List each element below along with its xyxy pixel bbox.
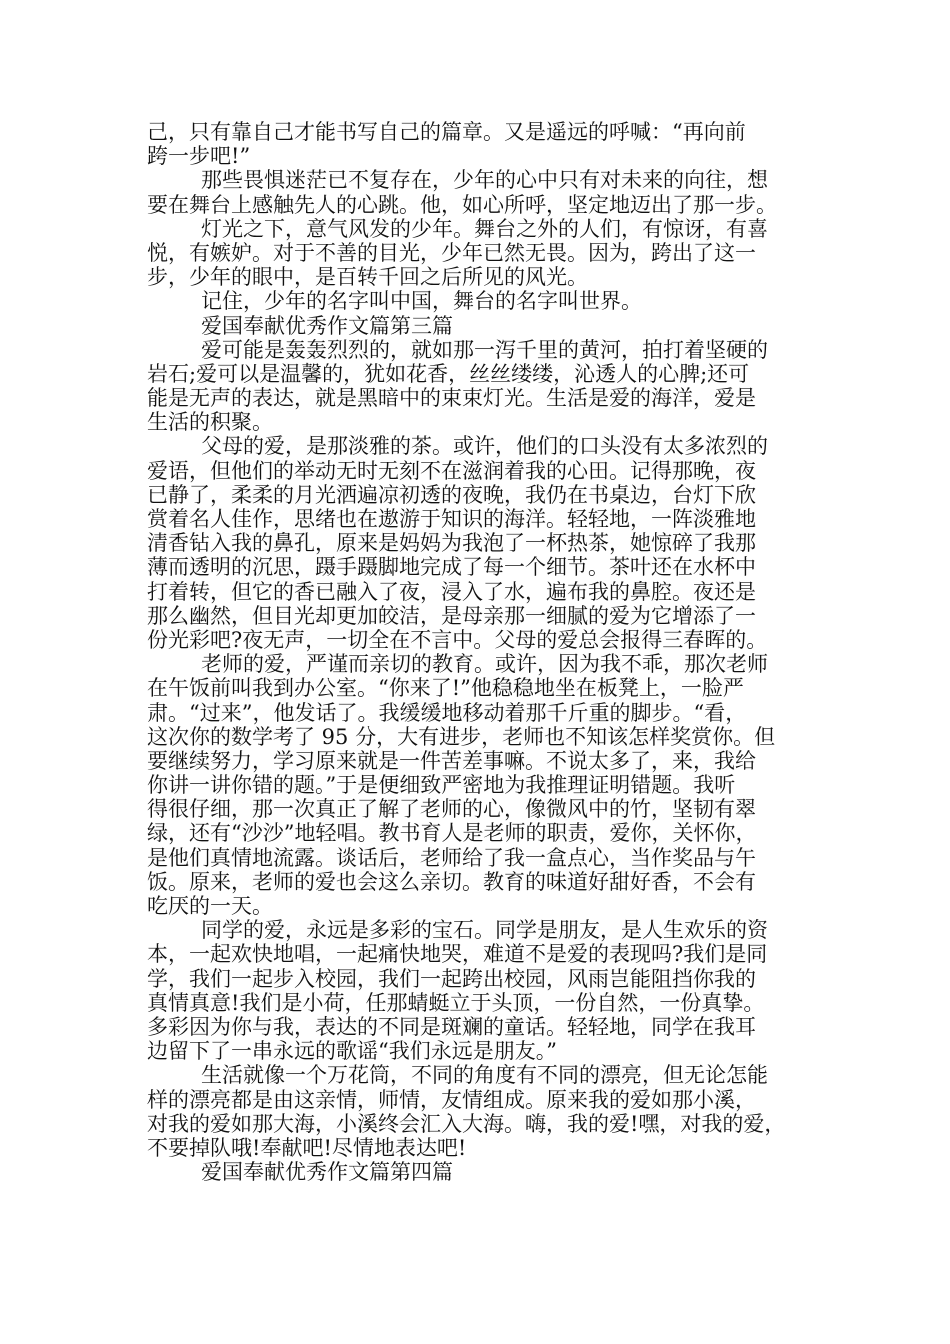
text-line: 薄而透明的沉思，蹑手蹑脚地完成了每一个细节。茶叶还在水杯中: [147, 555, 756, 580]
text-line: 肃。“过来”，他发话了。我缓缓地移动着那千斤重的脚步。“看，: [147, 700, 747, 725]
paragraph-first-line: 父母的爱，是那淡雅的茶。或许，他们的口头没有太多浓烈的: [201, 434, 768, 459]
text-line: 学，我们一起步入校园，我们一起跨出校园，风雨岂能阻挡你我的: [147, 966, 756, 991]
text-line: 赏着名人佳作，思绪也在遨游于知识的海洋。轻轻地，一阵淡雅地: [147, 507, 756, 531]
text-line: 跨一步吧!”: [147, 144, 251, 169]
text-line: 生活的积聚。: [147, 410, 273, 435]
paragraph-first-line: 爱国奉献优秀作文篇第四篇: [201, 1160, 453, 1185]
text-line: 样的漂亮都是由这亲情，师情，友情组成。原来我的爱如那小溪，: [147, 1087, 756, 1112]
text-line: 你讲一讲你错的题。”于是便细致严密地为我推理证明错题。我听: [147, 773, 736, 798]
text-line: 已静了，柔柔的月光洒遍凉初透的夜晚，我仍在书桌边，台灯下欣: [147, 482, 756, 507]
text-line: 步，少年的眼中，是百转千回之后所见的风光。: [147, 265, 588, 290]
paragraph-first-line: 生活就像一个万花筒，不同的角度有不同的漂亮，但无论怎能: [201, 1063, 768, 1088]
text-line: 能是无声的表达，就是黑暗中的束束灯光。生活是爱的海洋，爱是: [147, 386, 756, 411]
paragraph-first-line: 爱可能是轰轰烈烈的，就如那一泻千里的黄河，拍打着坚硬的: [201, 337, 768, 362]
text-line: 绿，还有“沙沙”地轻唱。教书育人是老师的职责，爱你，关怀你，: [147, 821, 757, 846]
text-line: 悦，有嫉妒。对于不善的目光，少年已然无畏。因为，跨出了这一: [147, 240, 756, 265]
text-line: 那么幽然，但目光却更加皎洁，是母亲那一细腻的爱为它增添了一: [147, 603, 756, 628]
text-line: 得很仔细，那一次真正了解了老师的心，像微风中的竹，坚韧有翠: [147, 797, 756, 822]
text-line: 对我的爱如那大海，小溪终会汇入大海。嗨，我的爱!嘿，对我的爱，: [147, 1111, 786, 1136]
paragraph-first-line: 爱国奉献优秀作文篇第三篇: [201, 313, 453, 338]
text-line: 不要掉队哦!奉献吧!尽情地表达吧!: [147, 1135, 467, 1160]
text-line: 岩石;爱可以是温馨的，犹如花香，丝丝缕缕，沁透人的心脾;还可: [147, 361, 750, 386]
text-line: 爱语，但他们的举动无时无刻不在滋润着我的心田。记得那晚，夜: [147, 458, 756, 483]
text-line: 多彩因为你与我，表达的不同是斑斓的童话。轻轻地，同学在我耳: [147, 1014, 756, 1039]
paragraph-first-line: 老师的爱，严谨而亲切的教育。或许，因为我不乖，那次老师: [201, 652, 768, 677]
text-line: 打着转，但它的香已融入了夜，浸入了水，遍布我的鼻腔。夜还是: [147, 579, 756, 604]
paragraph-first-line: 灯光之下，意气风发的少年。舞台之外的人们，有惊讶，有喜: [201, 216, 768, 241]
text-line: 这次你的数学考了 95 分，大有进步，老师也不知该怎样奖赏你。但: [147, 724, 776, 749]
text-line: 己，只有靠自己才能书写自己的篇章。又是遥远的呼喊：“再向前: [147, 120, 746, 144]
text-line: 真情真意!我们是小荷，任那蜻蜓立于头顶，一份自然，一份真挚。: [147, 990, 765, 1015]
text-line: 在午饭前叫我到办公室。“你来了!”他稳稳地坐在板凳上，一脸严: [147, 676, 744, 701]
text-line: 本，一起欢快地唱，一起痛快地哭，难道不是爱的表现吗?我们是同: [147, 942, 768, 967]
text-line: 是他们真情地流露。谈话后，老师给了我一盒点心，当作奖品与午: [147, 845, 756, 870]
paragraph-first-line: 同学的爱，永远是多彩的宝石。同学是朋友，是人生欢乐的资: [201, 918, 768, 943]
text-line: 边留下了一串永远的歌谣“我们永远是朋友。”: [147, 1039, 557, 1064]
text-line: 要继续努力，学习原来就是一件苦差事嘛。不说太多了，来，我给: [147, 748, 756, 773]
text-line: 吃厌的一天。: [147, 894, 273, 918]
text-line: 清香钻入我的鼻孔，原来是妈妈为我泡了一杯热茶，她惊碎了我那: [147, 531, 756, 556]
document-body: [147, 120, 815, 1184]
paragraph-first-line: 记住，少年的名字叫中国，舞台的名字叫世界。: [201, 289, 642, 314]
text-line: 份光彩吧?夜无声，一切全在不言中。父母的爱总会报得三春晖的。: [147, 627, 768, 652]
paragraph-first-line: 那些畏惧迷茫已不复存在，少年的心中只有对未来的向往，想: [201, 168, 768, 193]
text-line: 要在舞台上感触先人的心跳。他，如心所呼，坚定地迈出了那一步。: [147, 192, 777, 217]
text-line: 饭。原来，老师的爱也会这么亲切。教育的味道好甜好香，不会有: [147, 869, 756, 894]
